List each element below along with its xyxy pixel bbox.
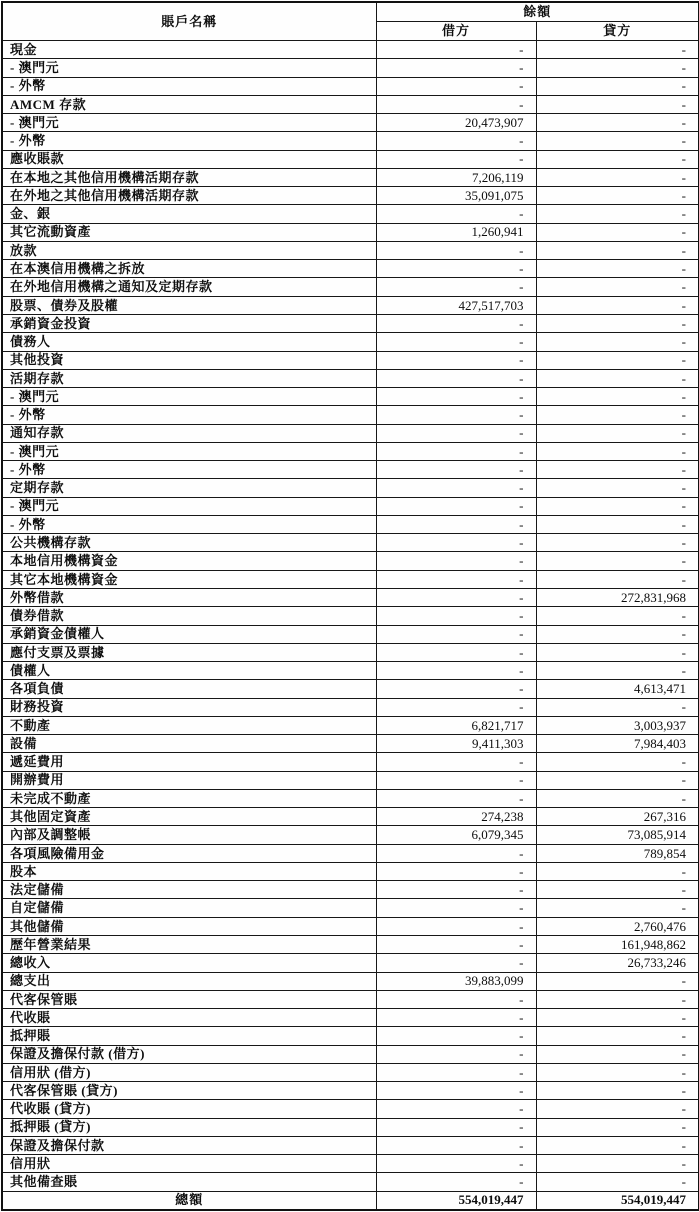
table-row	[2, 1173, 699, 1191]
debit-value-cell: -	[376, 789, 536, 807]
table-row	[2, 899, 699, 917]
credit-value-cell: -	[536, 1155, 699, 1173]
debit-value-cell: -	[376, 1027, 536, 1045]
table-row	[2, 1118, 699, 1136]
account-name-cell: 未完成不動產	[2, 789, 376, 807]
credit-value-cell: -	[536, 150, 699, 168]
table-row	[2, 570, 699, 588]
account-name-cell: 定期存款	[2, 479, 376, 497]
credit-value-cell: 26,733,246	[536, 954, 699, 972]
credit-value-cell: -	[536, 479, 699, 497]
account-name-cell: 現金	[2, 41, 376, 59]
account-name-cell: - 外幣	[2, 77, 376, 95]
debit-value-cell: -	[376, 1082, 536, 1100]
credit-value-cell: -	[536, 607, 699, 625]
table-row	[2, 862, 699, 880]
debit-value-cell: -	[376, 753, 536, 771]
account-name-cell: 在本澳信用機構之拆放	[2, 260, 376, 278]
account-name-cell: 在外地之其他信用機構活期存款	[2, 187, 376, 205]
account-name-cell: - 澳門元	[2, 114, 376, 132]
table-row	[2, 680, 699, 698]
debit-value-cell: -	[376, 388, 536, 406]
table-row	[2, 132, 699, 150]
account-name-cell: 債務人	[2, 333, 376, 351]
account-name-cell: 其他投資	[2, 351, 376, 369]
account-name-cell: 股票、債券及股權	[2, 296, 376, 314]
table-row	[2, 1027, 699, 1045]
account-name-cell: 信用狀 (借方)	[2, 1063, 376, 1081]
credit-value-cell: -	[536, 789, 699, 807]
debit-value-cell: -	[376, 1045, 536, 1063]
debit-value-cell: 35,091,075	[376, 187, 536, 205]
table-row	[2, 369, 699, 387]
account-name-cell: - 外幣	[2, 132, 376, 150]
table-row	[2, 296, 699, 314]
table-row	[2, 1100, 699, 1118]
table-footer	[2, 1191, 699, 1209]
table-row	[2, 588, 699, 606]
credit-value-cell: -	[536, 1118, 699, 1136]
account-name-cell: 歷年營業結果	[2, 936, 376, 954]
credit-value-cell: -	[536, 132, 699, 150]
debit-value-cell: -	[376, 662, 536, 680]
account-name-cell: 其他固定資產	[2, 808, 376, 826]
debit-value-cell: -	[376, 351, 536, 369]
debit-value-cell: -	[376, 461, 536, 479]
credit-value-cell: -	[536, 114, 699, 132]
account-name-cell: AMCM 存款	[2, 95, 376, 113]
table-row	[2, 388, 699, 406]
account-name-cell: - 外幣	[2, 406, 376, 424]
table-row	[2, 936, 699, 954]
account-name-cell: 抵押賬	[2, 1027, 376, 1045]
table-row	[2, 187, 699, 205]
table-row	[2, 954, 699, 972]
debit-value-cell: -	[376, 260, 536, 278]
table-row	[2, 406, 699, 424]
balance-header: 餘額	[376, 2, 699, 22]
account-name-cell: 保證及擔保付款	[2, 1136, 376, 1154]
header-row-1	[2, 2, 699, 22]
debit-value-cell: -	[376, 442, 536, 460]
account-name-cell: - 外幣	[2, 515, 376, 533]
table-row	[2, 424, 699, 442]
debit-value-cell: -	[376, 406, 536, 424]
credit-value-cell: -	[536, 278, 699, 296]
debit-value-cell: -	[376, 132, 536, 150]
account-name-cell: 總收入	[2, 954, 376, 972]
credit-value-cell: -	[536, 570, 699, 588]
table-row	[2, 168, 699, 186]
credit-value-cell: -	[536, 515, 699, 533]
total-debit-value: 554,019,447	[376, 1191, 536, 1209]
account-name-cell: 代收賬	[2, 1009, 376, 1027]
credit-value-cell: 789,854	[536, 844, 699, 862]
account-name-cell: 代客保管賬 (貸方)	[2, 1082, 376, 1100]
account-name-cell: 其他儲備	[2, 917, 376, 935]
credit-value-cell: -	[536, 168, 699, 186]
debit-value-cell: 39,883,099	[376, 972, 536, 990]
account-name-cell: - 澳門元	[2, 59, 376, 77]
table-row	[2, 735, 699, 753]
credit-value-cell: -	[536, 442, 699, 460]
account-name-cell: 金、銀	[2, 205, 376, 223]
debit-value-cell: -	[376, 369, 536, 387]
table-row	[2, 1155, 699, 1173]
table-row	[2, 881, 699, 899]
credit-value-cell: 267,316	[536, 808, 699, 826]
table-row	[2, 826, 699, 844]
account-name-cell: 承銷資金債權人	[2, 625, 376, 643]
credit-value-cell: -	[536, 41, 699, 59]
debit-value-cell: -	[376, 479, 536, 497]
table-row	[2, 333, 699, 351]
debit-value-cell: 6,079,345	[376, 826, 536, 844]
debit-value-cell: 9,411,303	[376, 735, 536, 753]
credit-value-cell: -	[536, 388, 699, 406]
debit-value-cell: -	[376, 643, 536, 661]
table-row	[2, 314, 699, 332]
table-row	[2, 95, 699, 113]
debit-value-cell: -	[376, 680, 536, 698]
credit-value-cell: -	[536, 241, 699, 259]
account-name-cell: 設備	[2, 735, 376, 753]
account-name-cell: 信用狀	[2, 1155, 376, 1173]
table-row	[2, 625, 699, 643]
table-row	[2, 278, 699, 296]
credit-value-cell: 2,760,476	[536, 917, 699, 935]
account-name-cell: 在本地之其他信用機構活期存款	[2, 168, 376, 186]
debit-value-cell: -	[376, 41, 536, 59]
table-row	[2, 77, 699, 95]
table-row	[2, 515, 699, 533]
table-row	[2, 789, 699, 807]
account-name-cell: - 外幣	[2, 461, 376, 479]
credit-value-cell: -	[536, 625, 699, 643]
account-name-cell: 開辦費用	[2, 771, 376, 789]
credit-value-cell: -	[536, 552, 699, 570]
credit-value-cell: -	[536, 1082, 699, 1100]
debit-value-cell: -	[376, 698, 536, 716]
table-row	[2, 917, 699, 935]
table-row	[2, 442, 699, 460]
credit-value-cell: -	[536, 77, 699, 95]
credit-value-cell: -	[536, 771, 699, 789]
table-row	[2, 808, 699, 826]
table-row	[2, 643, 699, 661]
credit-value-cell: -	[536, 862, 699, 880]
account-name-cell: 其他備查賬	[2, 1173, 376, 1191]
credit-value-cell: -	[536, 95, 699, 113]
credit-value-cell: -	[536, 1100, 699, 1118]
debit-value-cell: -	[376, 570, 536, 588]
table-row	[2, 698, 699, 716]
credit-value-cell: -	[536, 534, 699, 552]
credit-value-cell: -	[536, 753, 699, 771]
account-name-cell: 應付支票及票據	[2, 643, 376, 661]
credit-value-cell: 272,831,968	[536, 588, 699, 606]
table-row	[2, 552, 699, 570]
credit-value-cell: -	[536, 260, 699, 278]
account-name-cell: 債權人	[2, 662, 376, 680]
table-row	[2, 844, 699, 862]
account-name-cell: 財務投資	[2, 698, 376, 716]
credit-value-cell: -	[536, 223, 699, 241]
account-name-cell: 自定儲備	[2, 899, 376, 917]
credit-value-cell: -	[536, 351, 699, 369]
debit-value-cell: -	[376, 899, 536, 917]
credit-value-cell: -	[536, 205, 699, 223]
credit-value-cell: -	[536, 369, 699, 387]
account-name-cell: 其它本地機構資金	[2, 570, 376, 588]
account-name-cell: - 澳門元	[2, 442, 376, 460]
account-name-cell: 總支出	[2, 972, 376, 990]
account-name-cell: 在外地信用機構之通知及定期存款	[2, 278, 376, 296]
debit-value-cell: -	[376, 607, 536, 625]
credit-value-cell: -	[536, 1009, 699, 1027]
credit-value-cell: -	[536, 1027, 699, 1045]
table-row	[2, 607, 699, 625]
account-name-cell: 內部及調整帳	[2, 826, 376, 844]
table-row	[2, 771, 699, 789]
credit-value-cell: -	[536, 59, 699, 77]
credit-value-cell: -	[536, 424, 699, 442]
debit-value-cell: -	[376, 1118, 536, 1136]
debit-value-cell: 6,821,717	[376, 716, 536, 734]
account-name-cell: 外幣借款	[2, 588, 376, 606]
credit-value-cell: -	[536, 990, 699, 1008]
credit-value-cell: 4,613,471	[536, 680, 699, 698]
credit-value-cell: -	[536, 1045, 699, 1063]
account-name-cell: 各項負債	[2, 680, 376, 698]
table-row	[2, 1063, 699, 1081]
debit-value-cell: -	[376, 881, 536, 899]
debit-value-cell: -	[376, 424, 536, 442]
account-name-cell: 代客保管賬	[2, 990, 376, 1008]
credit-value-cell: -	[536, 461, 699, 479]
table-row	[2, 497, 699, 515]
debit-header: 借方	[376, 22, 536, 41]
account-name-cell: 各項風險備用金	[2, 844, 376, 862]
account-name-cell: 其它流動資產	[2, 223, 376, 241]
account-name-cell: 代收賬 (貸方)	[2, 1100, 376, 1118]
credit-value-cell: -	[536, 314, 699, 332]
debit-value-cell: -	[376, 1100, 536, 1118]
table-row	[2, 662, 699, 680]
debit-value-cell: -	[376, 150, 536, 168]
account-name-cell: 法定儲備	[2, 881, 376, 899]
table-row	[2, 990, 699, 1008]
account-name-cell: 抵押賬 (貸方)	[2, 1118, 376, 1136]
table-row	[2, 716, 699, 734]
table-row	[2, 1082, 699, 1100]
credit-value-cell: -	[536, 1173, 699, 1191]
debit-value-cell: -	[376, 862, 536, 880]
credit-value-cell: 73,085,914	[536, 826, 699, 844]
credit-value-cell: -	[536, 899, 699, 917]
debit-value-cell: -	[376, 936, 536, 954]
account-name-header: 賬戶名稱	[2, 2, 376, 41]
debit-value-cell: -	[376, 205, 536, 223]
credit-value-cell: 3,003,937	[536, 716, 699, 734]
debit-value-cell: -	[376, 990, 536, 1008]
account-name-cell: - 澳門元	[2, 388, 376, 406]
debit-value-cell: -	[376, 771, 536, 789]
table-row	[2, 1009, 699, 1027]
debit-value-cell: -	[376, 241, 536, 259]
credit-value-cell: 7,984,403	[536, 735, 699, 753]
account-name-cell: 不動產	[2, 716, 376, 734]
account-name-cell: 本地信用機構資金	[2, 552, 376, 570]
credit-value-cell: -	[536, 497, 699, 515]
credit-value-cell: -	[536, 333, 699, 351]
credit-value-cell: -	[536, 1136, 699, 1154]
debit-value-cell: -	[376, 1009, 536, 1027]
table-row	[2, 223, 699, 241]
credit-value-cell: -	[536, 972, 699, 990]
debit-value-cell: -	[376, 844, 536, 862]
debit-value-cell: -	[376, 1155, 536, 1173]
account-name-cell: - 澳門元	[2, 497, 376, 515]
table-row	[2, 1136, 699, 1154]
account-name-cell: 公共機構存款	[2, 534, 376, 552]
table-row	[2, 1045, 699, 1063]
debit-value-cell: -	[376, 625, 536, 643]
debit-value-cell: -	[376, 917, 536, 935]
account-name-cell: 保證及擔保付款 (借方)	[2, 1045, 376, 1063]
debit-value-cell: -	[376, 534, 536, 552]
table-row	[2, 41, 699, 59]
credit-value-cell: -	[536, 406, 699, 424]
table-row	[2, 461, 699, 479]
account-name-cell: 通知存款	[2, 424, 376, 442]
debit-value-cell: -	[376, 1173, 536, 1191]
debit-value-cell: -	[376, 278, 536, 296]
table-header	[2, 2, 699, 41]
credit-value-cell: -	[536, 1063, 699, 1081]
account-name-cell: 債券借款	[2, 607, 376, 625]
total-row	[2, 1191, 699, 1209]
table-row	[2, 972, 699, 990]
total-credit-value: 554,019,447	[536, 1191, 699, 1209]
debit-value-cell: -	[376, 59, 536, 77]
credit-value-cell: -	[536, 698, 699, 716]
account-name-cell: 遞延費用	[2, 753, 376, 771]
credit-header: 貸方	[536, 22, 699, 41]
table-row	[2, 260, 699, 278]
table-row	[2, 150, 699, 168]
debit-value-cell: -	[376, 515, 536, 533]
table-row	[2, 753, 699, 771]
debit-value-cell: -	[376, 314, 536, 332]
trial-balance-table	[1, 1, 699, 1211]
table-row	[2, 114, 699, 132]
account-name-cell: 應收賬款	[2, 150, 376, 168]
debit-value-cell: -	[376, 1136, 536, 1154]
table-row	[2, 351, 699, 369]
table-row	[2, 534, 699, 552]
table-row	[2, 241, 699, 259]
debit-value-cell: -	[376, 77, 536, 95]
account-name-cell: 股本	[2, 862, 376, 880]
table-row	[2, 205, 699, 223]
credit-value-cell: -	[536, 296, 699, 314]
debit-value-cell: -	[376, 497, 536, 515]
debit-value-cell: -	[376, 1063, 536, 1081]
table-row	[2, 59, 699, 77]
debit-value-cell: -	[376, 333, 536, 351]
table-row	[2, 479, 699, 497]
total-label: 總額	[2, 1191, 376, 1209]
credit-value-cell: -	[536, 187, 699, 205]
account-name-cell: 承銷資金投資	[2, 314, 376, 332]
debit-value-cell: -	[376, 95, 536, 113]
debit-value-cell: -	[376, 954, 536, 972]
debit-value-cell: 7,206,119	[376, 168, 536, 186]
debit-value-cell: -	[376, 588, 536, 606]
debit-value-cell: -	[376, 552, 536, 570]
credit-value-cell: -	[536, 881, 699, 899]
debit-value-cell: 1,260,941	[376, 223, 536, 241]
credit-value-cell: -	[536, 662, 699, 680]
credit-value-cell: -	[536, 643, 699, 661]
debit-value-cell: 20,473,907	[376, 114, 536, 132]
debit-value-cell: 427,517,703	[376, 296, 536, 314]
table-body	[2, 41, 699, 1192]
debit-value-cell: 274,238	[376, 808, 536, 826]
account-name-cell: 放款	[2, 241, 376, 259]
account-name-cell: 活期存款	[2, 369, 376, 387]
credit-value-cell: 161,948,862	[536, 936, 699, 954]
